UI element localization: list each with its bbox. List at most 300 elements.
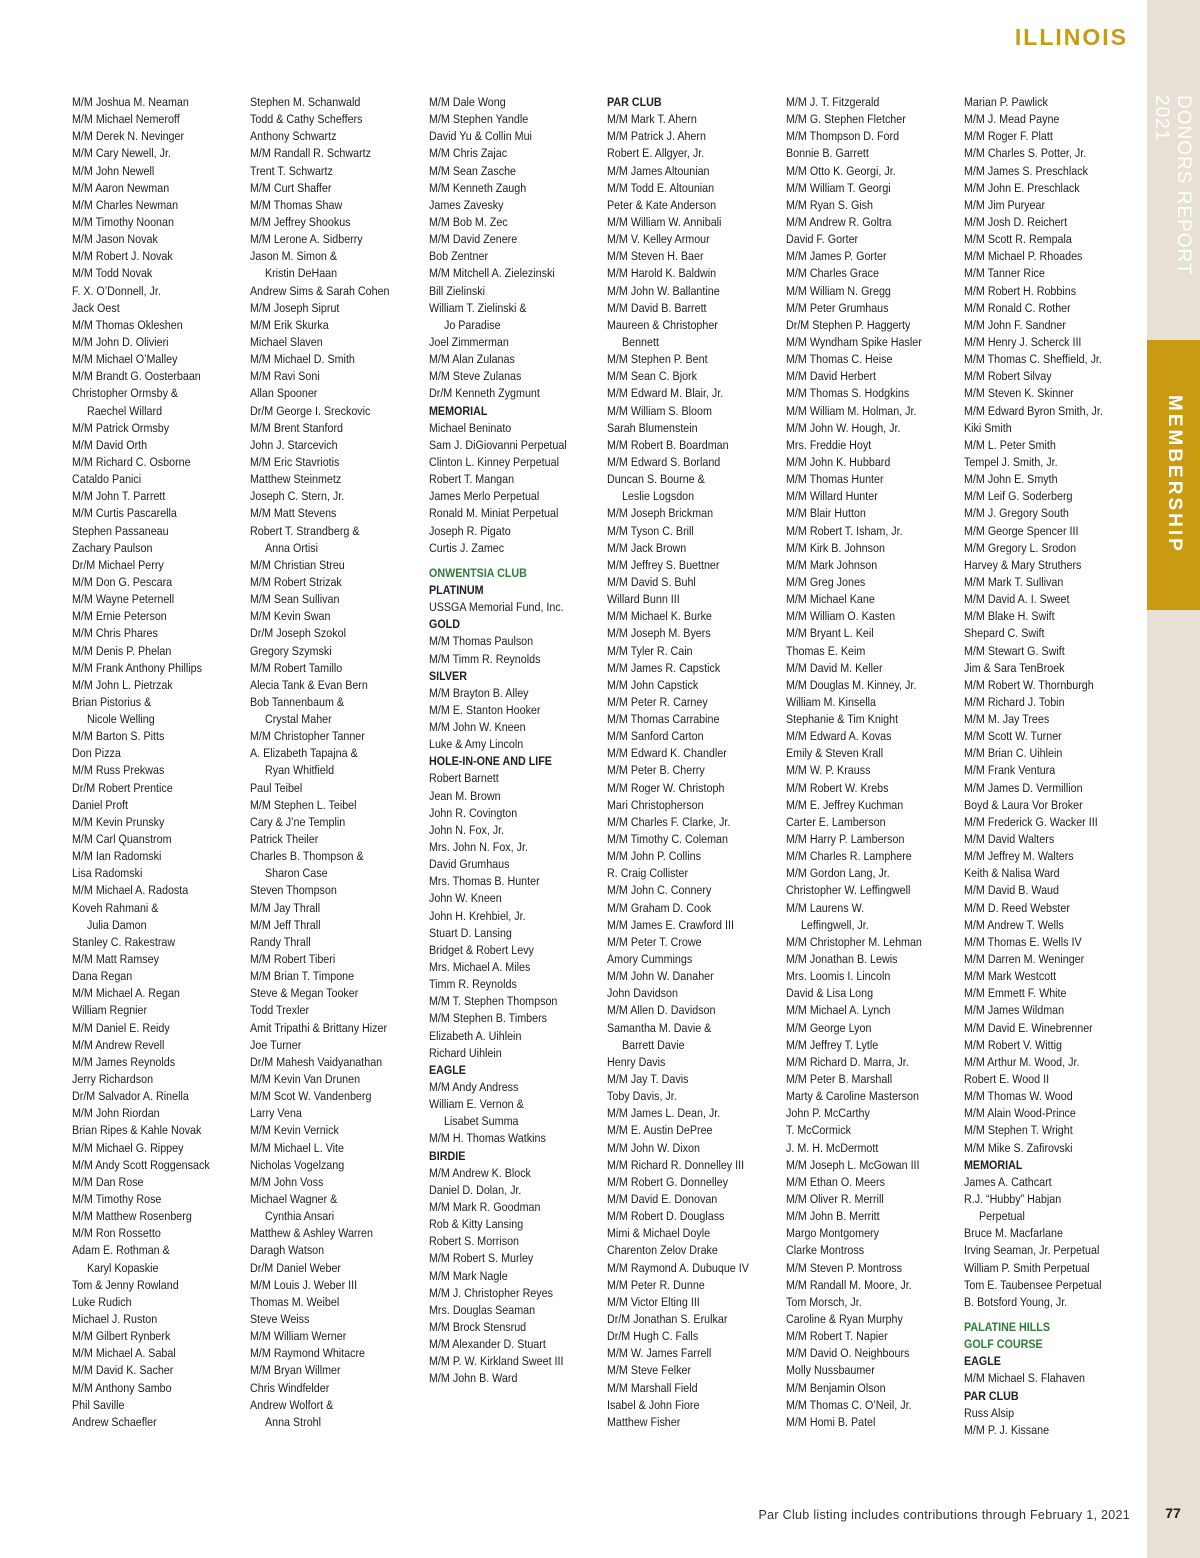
donor-name: M/M Michael S. Flahaven <box>964 1371 1085 1386</box>
donor-name: M/M Wyndham Spike Hasler <box>786 334 922 349</box>
donor-name: M/M Thomas E. Wells IV <box>964 934 1082 949</box>
donor-name: M/M Michael A. Sabal <box>72 1346 176 1361</box>
donor-name: M/M Mike S. Zafirovski <box>964 1140 1073 1155</box>
donor-name: Michael J. Ruston <box>72 1311 158 1326</box>
donor-name: John W. Kneen <box>429 891 502 906</box>
donor-name: M/M Frank Ventura <box>964 763 1056 778</box>
donor-name: M/M Christopher M. Lehman <box>786 934 922 949</box>
donor-name: M/M Todd Novak <box>72 266 153 281</box>
donor-name: M/M Robert Silvay <box>964 369 1052 384</box>
donor-name: M/M Matt Stevens <box>250 506 337 521</box>
donor-name: M/M Matt Ramsey <box>72 952 160 967</box>
donor-name: Mrs. Michael A. Miles <box>429 960 531 975</box>
donor-name: Jean M. Brown <box>429 788 501 803</box>
donor-name: M/M Jeff Thrall <box>250 917 321 932</box>
donor-name: M/M Michael D. Smith <box>250 352 355 367</box>
donor-name: M/M J. T. Fitzgerald <box>786 95 880 109</box>
donor-name: Dr/M Jonathan S. Erulkar <box>607 1311 728 1326</box>
donor-name: M/M James L. Dean, Jr. <box>607 1106 721 1121</box>
donor-name: Bonnie B. Garrett <box>786 146 869 161</box>
donor-name-continued: Lisabet Summa <box>443 1114 519 1129</box>
donor-name: Bob Zentner <box>429 249 489 264</box>
donor-name: Thomas E. Keim <box>786 643 866 658</box>
donor-name: M/M Richard C. Osborne <box>72 454 191 469</box>
donor-name: Charles B. Thompson & <box>250 849 364 864</box>
section-tab-label: MEMBERSHIP <box>1164 395 1185 554</box>
donor-name: M/M John B. Merritt <box>786 1209 880 1224</box>
donor-name: Dr/M Hugh C. Falls <box>607 1329 699 1344</box>
donor-name-continued: Karyl Kopaskie <box>86 1260 159 1275</box>
donor-name: Dr/M Joseph Szokol <box>250 626 346 641</box>
donor-name: M/M Stephen Yandle <box>429 112 529 127</box>
donor-name: M/M Willard Hunter <box>786 489 878 504</box>
state-header: ILLINOIS <box>1014 24 1128 50</box>
donor-name: M/M James E. Crawford III <box>607 917 734 932</box>
donor-name: M/M Christian Streu <box>250 557 345 572</box>
donor-name-continued: Leslie Logsdon <box>621 489 695 504</box>
donor-name: Tom Morsch, Jr. <box>786 1294 862 1309</box>
donor-name: M/M Allen D. Davidson <box>607 1003 716 1018</box>
section-spacer <box>964 1311 1118 1319</box>
donor-name: Joseph R. Pigato <box>429 523 511 538</box>
donor-name: M/M David E. Donovan <box>607 1192 718 1206</box>
donor-name: M/M Kevin Van Drunen <box>250 1072 361 1087</box>
donor-name: Larry Vena <box>250 1106 302 1121</box>
donor-name: Christopher Ormsby & <box>72 386 179 401</box>
donor-name: Steve & Megan Tooker <box>250 986 359 1001</box>
donor-name: Samantha M. Davie & <box>607 1020 712 1035</box>
donor-name: M/M Brian C. Uihlein <box>964 746 1063 761</box>
donor-column <box>72 94 247 1431</box>
donor-name: T. McCormick <box>786 1123 851 1138</box>
donor-name: M/M Thomas S. Hodgkins <box>786 386 910 401</box>
donor-name: M/M J. Mead Payne <box>964 112 1060 127</box>
donor-name: Luke Rudich <box>72 1294 132 1309</box>
donor-name: M/M Charles Newman <box>72 197 179 212</box>
donor-name: M/M Roger W. Christoph <box>607 780 725 795</box>
club-heading: ONWENTSIA CLUB <box>429 565 527 580</box>
donor-name: Mrs. John N. Fox, Jr. <box>429 840 528 855</box>
club-heading: PALATINE HILLS <box>964 1319 1050 1334</box>
donor-name: M/M Greg Jones <box>786 574 866 589</box>
donor-name: M/M Andy Scott Roggensack <box>72 1157 210 1172</box>
donor-name: M/M Andy Andress <box>429 1080 519 1095</box>
donor-name: M/M James Altounian <box>607 163 710 178</box>
donor-name: M/M Lerone A. Sidberry <box>250 232 363 247</box>
section-spacer <box>429 557 583 565</box>
donor-name: M/M E. Stanton Hooker <box>429 702 541 717</box>
donor-name: M/M Robert Tiberi <box>250 952 336 967</box>
donor-name: M/M Thomas Carrabine <box>607 712 720 727</box>
donor-name: M/M Victor Elting III <box>607 1294 700 1309</box>
donor-name: Todd & Cathy Scheffers <box>250 112 363 127</box>
donor-name: M/M Jeffrey T. Lytle <box>786 1037 879 1052</box>
donor-name: M/M Charles R. Lamphere <box>786 849 912 864</box>
donor-name: M/M Jeffrey Shookus <box>250 214 351 229</box>
donor-name: Dana Regan <box>72 969 133 984</box>
donor-name: Trent T. Schwartz <box>250 163 333 178</box>
donor-name: M/M Kenneth Zaugh <box>429 180 527 195</box>
donor-name: Amit Tripathi & Brittany Hizer <box>250 1020 388 1035</box>
donor-name: M/M Robert V. Wittig <box>964 1037 1062 1052</box>
donor-name: Isabel & John Fiore <box>607 1397 700 1412</box>
donor-name: M/M Andrew Revell <box>72 1037 165 1052</box>
donor-name: M/M Mark Westcott <box>964 969 1057 984</box>
donor-name: M/M Raymond Whitacre <box>250 1346 366 1361</box>
donor-name: M/M J. Gregory South <box>964 506 1069 521</box>
donor-name-continued: Nicole Welling <box>86 712 155 727</box>
donor-name: M/M Patrick Ormsby <box>72 420 170 435</box>
donor-name: M/M John Capstick <box>607 677 699 692</box>
donor-name: M/M Darren M. Weninger <box>964 952 1085 967</box>
level-heading: SILVER <box>429 668 467 683</box>
donor-name: M/M Russ Prekwas <box>72 763 165 778</box>
donor-name: M/M Douglas M. Kinney, Jr. <box>786 677 917 692</box>
donor-name: M/M Frederick G. Wacker III <box>964 814 1098 829</box>
donor-name: J. M. H. McDermott <box>786 1140 879 1155</box>
donor-name: M/M Aaron Newman <box>72 180 170 195</box>
donor-name: Bruce M. Macfarlane <box>964 1226 1063 1241</box>
donor-name: Bill Zielinski <box>429 283 486 298</box>
donor-name: M/M E. Austin DePree <box>607 1123 713 1138</box>
donor-name: M/M Wayne Peternell <box>72 592 175 607</box>
donor-name: M/M Matthew Rosenberg <box>72 1209 192 1224</box>
donor-name: M/M Robert H. Robbins <box>964 283 1077 298</box>
donor-name: M/M Christopher Tanner <box>250 729 365 744</box>
donor-name: M/M Sean Zasche <box>429 163 517 178</box>
donor-name: Nicholas Vogelzang <box>250 1157 345 1172</box>
donor-name-continued: Jo Paradise <box>443 317 501 332</box>
donor-name: M/M David K. Sacher <box>72 1363 174 1378</box>
donor-name: M/M Robert S. Murley <box>429 1251 534 1266</box>
donor-name: William P. Smith Perpetual <box>964 1260 1090 1275</box>
donor-name: M/M Jay Thrall <box>250 900 321 915</box>
donor-name: M/M Brian T. Timpone <box>250 969 355 984</box>
donor-name: M/M Ronald C. Rother <box>964 300 1071 315</box>
donor-name: M/M Mark Johnson <box>786 557 878 572</box>
donor-name: Dr/M Robert Prentice <box>72 780 173 795</box>
donor-name: M/M James S. Preschlack <box>964 163 1088 178</box>
donor-name: Daniel D. Dolan, Jr. <box>429 1182 522 1197</box>
donor-name: M/M Edward A. Kovas <box>786 729 892 744</box>
donor-name: Mimi & Michael Doyle <box>607 1226 711 1241</box>
donor-name: M/M Timothy Rose <box>72 1192 162 1206</box>
donor-name: William T. Zielinski & <box>429 300 527 315</box>
donor-name: M/M Stephen B. Timbers <box>429 1011 548 1026</box>
donor-name: M/M Joseph Brickman <box>607 506 714 521</box>
donor-name: Mrs. Douglas Seaman <box>429 1302 536 1317</box>
donor-name: A. Elizabeth Tapajna & <box>250 746 358 761</box>
level-heading: MEMORIAL <box>964 1157 1023 1172</box>
donor-name: M/M Bryan Willmer <box>250 1363 341 1378</box>
donor-name: M/M Mark R. Goodman <box>429 1200 541 1214</box>
donor-name: M/M Gregory L. Srodon <box>964 540 1077 555</box>
donor-name: M/M Robert B. Boardman <box>607 437 729 452</box>
donor-name: Charenton Zelov Drake <box>607 1243 718 1258</box>
donor-name: Matthew Steinmetz <box>250 472 342 487</box>
donor-name: M/M Thomas C. O’Neil, Jr. <box>786 1397 912 1412</box>
donor-name: Sam J. DiGiovanni Perpetual <box>429 437 567 452</box>
club-heading: GOLF COURSE <box>964 1337 1043 1352</box>
donor-name: M/M Curtis Pascarella <box>72 506 177 521</box>
donor-name: M/M Jonathan B. Lewis <box>786 952 898 967</box>
donor-name: M/M William W. Annibali <box>607 214 722 229</box>
donor-name: Bridget & Robert Levy <box>429 942 534 957</box>
donor-name: M/M Peter B. Cherry <box>607 763 705 778</box>
donor-name-continued: Bennett <box>621 334 659 349</box>
donor-name: M/M Michael P. Rhoades <box>964 249 1083 264</box>
donor-name: USSGA Memorial Fund, Inc. <box>429 600 564 615</box>
donor-name: M/M Michael K. Burke <box>607 609 712 624</box>
donor-name: M/M P. J. Kissane <box>964 1422 1050 1437</box>
donor-name: Duncan S. Bourne & <box>607 472 705 487</box>
donor-name: M/M Brayton B. Alley <box>429 685 529 700</box>
donor-name: Marian P. Pawlick <box>964 95 1048 109</box>
donor-name: Dr/M Daniel Weber <box>250 1260 341 1275</box>
level-heading: HOLE-IN-ONE AND LIFE <box>429 754 552 769</box>
donor-name: M/M Ryan S. Gish <box>786 197 874 212</box>
donor-name: M/M Marshall Field <box>607 1380 698 1395</box>
donor-name: M/M John W. Danaher <box>607 969 714 984</box>
donor-name: M/M James D. Vermillion <box>964 780 1083 795</box>
donor-name: B. Botsford Young, Jr. <box>964 1294 1068 1309</box>
donor-name: Andrew Sims & Sarah Cohen <box>250 283 390 298</box>
donor-name: John Davidson <box>607 986 678 1001</box>
donor-name: M/M Gordon Lang, Jr. <box>786 866 890 881</box>
donor-name: M/M Graham D. Cook <box>607 900 712 915</box>
donor-name: M/M John F. Sandner <box>964 317 1066 332</box>
donor-name: Phil Saville <box>72 1397 125 1412</box>
donor-name: M/M Leif G. Soderberg <box>964 489 1073 504</box>
donor-name: Stanley C. Rakestraw <box>72 934 176 949</box>
donor-name: Jack Oest <box>72 300 120 315</box>
donor-name: M/M Anthony Sambo <box>72 1380 172 1395</box>
page-number: 77 <box>1165 1505 1181 1521</box>
donor-name: M/M P. W. Kirkland Sweet III <box>429 1354 564 1369</box>
donor-column <box>429 94 604 1388</box>
donor-name: M/M Edward M. Blair, Jr. <box>607 386 724 401</box>
donor-name: Toby Davis, Jr. <box>607 1089 677 1104</box>
donor-name: William M. Kinsella <box>786 694 876 709</box>
donor-name: Steven Thompson <box>250 883 337 898</box>
donor-name: M/M Steven H. Baer <box>607 249 704 264</box>
donor-name: M/M Steven K. Skinner <box>964 386 1074 401</box>
donor-name: M/M Thompson D. Ford <box>786 129 900 144</box>
donor-name: Richard Uihlein <box>429 1045 502 1060</box>
donor-name: M/M Michael O’Malley <box>72 352 178 367</box>
donor-name: Anthony Schwartz <box>250 129 337 144</box>
donor-name: M/M Alan Zulanas <box>429 352 515 367</box>
donor-name: M/M Michael G. Rippey <box>72 1140 184 1155</box>
donor-name: M/M Edward Byron Smith, Jr. <box>964 403 1103 418</box>
donor-name: M/M John Voss <box>250 1174 324 1189</box>
donor-name-continued: Anna Ortisi <box>264 540 319 555</box>
donor-name: M/M John E. Preschlack <box>964 180 1080 195</box>
donor-name: M/M Peter Grumhaus <box>786 300 889 315</box>
donor-name: M/M Michael A. Radosta <box>72 883 189 898</box>
donor-name: M/M John E. Smyth <box>964 472 1058 487</box>
donor-name: M/M Jay T. Davis <box>607 1072 689 1087</box>
donor-name: Amory Cummings <box>607 952 693 967</box>
donor-name: M/M Henry J. Scherck III <box>964 334 1082 349</box>
donor-name: M/M James Reynolds <box>72 1054 176 1069</box>
donor-name: M/M Edward K. Chandler <box>607 746 727 761</box>
donor-name: M/M Thomas C. Heise <box>786 352 893 367</box>
donor-name: Paul Teibel <box>250 780 303 795</box>
donor-name: Dr/M Stephen P. Haggerty <box>786 317 911 332</box>
donor-name: Lisa Radomski <box>72 866 143 881</box>
donor-name: M/M Ian Radomski <box>72 849 162 864</box>
donor-name: M/M George Spencer III <box>964 523 1079 538</box>
donor-name: Russ Alsip <box>964 1405 1015 1420</box>
donor-name: M/M William S. Bloom <box>607 403 712 418</box>
donor-name: Matthew Fisher <box>607 1414 681 1429</box>
donor-name: Dr/M Salvador A. Rinella <box>72 1089 189 1104</box>
donor-name: M/M Mark T. Sullivan <box>964 574 1064 589</box>
donor-name: Stuart D. Lansing <box>429 925 512 940</box>
donor-name: M/M Cary Newell, Jr. <box>72 146 171 161</box>
donor-name: Randy Thrall <box>250 934 311 949</box>
donor-name: M/M W. James Farrell <box>607 1346 712 1361</box>
donor-name: John R. Covington <box>429 805 518 820</box>
donor-name: M/M Tyson C. Brill <box>607 523 694 538</box>
donor-name: Dr/M Mahesh Vaidyanathan <box>250 1054 383 1069</box>
donor-name: M/M John W. Kneen <box>429 720 526 735</box>
donor-name: M/M Peter B. Marshall <box>786 1072 893 1087</box>
donor-name: M/M Steve Felker <box>607 1363 692 1378</box>
donor-name: M/M H. Thomas Watkins <box>429 1131 546 1146</box>
donor-name: M/M Kevin Prunsky <box>72 814 165 829</box>
donor-name: Allan Spooner <box>250 386 318 401</box>
donor-name: M/M Kevin Vernick <box>250 1123 339 1138</box>
donor-name: David F. Gorter <box>786 232 859 247</box>
donor-name: Michael Wagner & <box>250 1192 338 1206</box>
level-heading: PLATINUM <box>429 582 484 597</box>
footer-note: Par Club listing includes contributions through February 1, 2021 <box>758 1508 1130 1522</box>
donor-name: Brian Pistorius & <box>72 694 152 709</box>
donor-name: M/M Alain Wood-Prince <box>964 1106 1076 1121</box>
side-report-title: DONORS REPORT 2021 <box>1151 95 1194 276</box>
donor-name: M/M Steve Zulanas <box>429 369 522 384</box>
donor-name: M/M Edward S. Borland <box>607 454 721 469</box>
donor-name: M/M Chris Zajac <box>429 146 508 161</box>
donor-name: M/M D. Reed Webster <box>964 900 1070 915</box>
donor-name: Tom E. Taubensee Perpetual <box>964 1277 1102 1292</box>
donor-name: M/M Thomas C. Sheffield, Jr. <box>964 352 1102 367</box>
donor-name: Joel Zimmerman <box>429 334 509 349</box>
donor-name: Elizabeth A. Uihlein <box>429 1028 522 1043</box>
donor-name: Jason M. Simon & <box>250 249 338 264</box>
donor-name: Margo Montgomery <box>786 1226 879 1241</box>
donor-name: Tom & Jenny Rowland <box>72 1277 179 1292</box>
donor-name: Mari Christopherson <box>607 797 704 812</box>
donor-name: M/M Frank Anthony Phillips <box>72 660 202 675</box>
donor-name: M/M Michael Kane <box>786 592 875 607</box>
donor-name: Adam E. Rothman & <box>72 1243 170 1258</box>
donor-name: Zachary Paulson <box>72 540 153 555</box>
donor-name: M/M Charles F. Clarke, Jr. <box>607 814 731 829</box>
donor-name: Robert T. Mangan <box>429 472 515 487</box>
donor-name: M/M Jeffrey S. Buettner <box>607 557 720 572</box>
donor-name: F. X. O’Donnell, Jr. <box>72 283 161 298</box>
donor-name: Tempel J. Smith, Jr. <box>964 454 1058 469</box>
donor-name: M/M Stewart G. Swift <box>964 643 1065 658</box>
donor-name: M/M Tyler R. Cain <box>607 643 693 658</box>
donor-name: M/M Robert Tamillo <box>250 660 343 675</box>
donor-name: Robert T. Strandberg & <box>250 523 360 538</box>
donor-name: Brian Ripes & Kahle Novak <box>72 1123 202 1138</box>
donor-name: M/M Ethan O. Meers <box>786 1174 885 1189</box>
donor-name: Kiki Smith <box>964 420 1012 435</box>
donor-name: Peter & Kate Anderson <box>607 197 717 212</box>
donor-name-continued: Leffingwell, Jr. <box>800 917 869 932</box>
donor-name: M/M David B. Barrett <box>607 300 707 315</box>
donor-name: M/M Patrick J. Ahern <box>607 129 706 144</box>
donor-name: M/M William Werner <box>250 1329 347 1344</box>
level-heading: BIRDIE <box>429 1148 466 1163</box>
donor-name: M/M Joseph L. McGowan III <box>786 1157 920 1172</box>
donor-name: M/M Dan Rose <box>72 1174 144 1189</box>
donor-name: Timm R. Reynolds <box>429 977 517 992</box>
donor-name: M/M L. Peter Smith <box>964 437 1056 452</box>
donor-name: Robert E. Allgyer, Jr. <box>607 146 705 161</box>
donor-name: M/M Peter R. Dunne <box>607 1277 705 1292</box>
donor-name: M/M Kevin Swan <box>250 609 331 624</box>
donor-name: Matthew & Ashley Warren <box>250 1226 373 1241</box>
donor-name: James Merlo Perpetual <box>429 489 540 504</box>
level-heading: EAGLE <box>964 1354 1001 1369</box>
donor-name: M/M Jeffrey M. Walters <box>964 849 1074 864</box>
donor-name: Boyd & Laura Vor Broker <box>964 797 1083 812</box>
donor-name: M/M Sean C. Bjork <box>607 369 698 384</box>
donor-name: Shepard C. Swift <box>964 626 1045 641</box>
donor-name: M/M Richard J. Tobin <box>964 694 1065 709</box>
level-heading: PAR CLUB <box>607 95 662 109</box>
donor-name: M/M David O. Neighbours <box>786 1346 910 1361</box>
donor-name: M/M Scott R. Rempala <box>964 232 1072 247</box>
donor-name: M/M Oliver R. Merrill <box>786 1192 884 1206</box>
donor-column <box>607 94 782 1431</box>
donor-name: Ronald M. Miniat Perpetual <box>429 506 559 521</box>
donor-name-continued: Crystal Maher <box>264 712 332 727</box>
donor-name: M/M Harry P. Lamberson <box>786 832 905 847</box>
donor-name: Joseph C. Stern, Jr. <box>250 489 345 504</box>
donor-name: David & Lisa Long <box>786 986 874 1001</box>
donor-name: M/M Robert Strizak <box>250 574 342 589</box>
donor-column <box>250 94 425 1431</box>
donor-name: M/M Barton S. Pitts <box>72 729 165 744</box>
donor-name: M/M Thomas Paulson <box>429 634 534 649</box>
donor-name: M/M Ron Rossetto <box>72 1226 161 1241</box>
donor-name: Gregory Szymski <box>250 643 332 658</box>
donor-name: M/M Thomas W. Wood <box>964 1089 1073 1104</box>
donor-name: M/M Randall R. Schwartz <box>250 146 371 161</box>
donor-name: William Regnier <box>72 1003 148 1018</box>
donor-name: Cary & J’ne Templin <box>250 814 346 829</box>
donor-name: M/M Joshua M. Neaman <box>72 95 189 109</box>
donor-name-continued: Sharon Case <box>264 866 328 881</box>
donor-name: Curtis J. Zamec <box>429 540 505 555</box>
donor-name: M/M David S. Buhl <box>607 574 696 589</box>
donor-name: Jim & Sara TenBroek <box>964 660 1065 675</box>
donor-name: M/M Steven P. Montross <box>786 1260 903 1275</box>
donor-name: Robert Barnett <box>429 771 499 786</box>
donor-name: M/M Peter R. Carney <box>607 694 708 709</box>
donor-name: M/M M. Jay Trees <box>964 712 1050 727</box>
donor-name: M/M Kirk B. Johnson <box>786 540 885 555</box>
donor-name: M/M Jim Puryear <box>964 197 1046 212</box>
donor-name: Joe Turner <box>250 1037 302 1052</box>
